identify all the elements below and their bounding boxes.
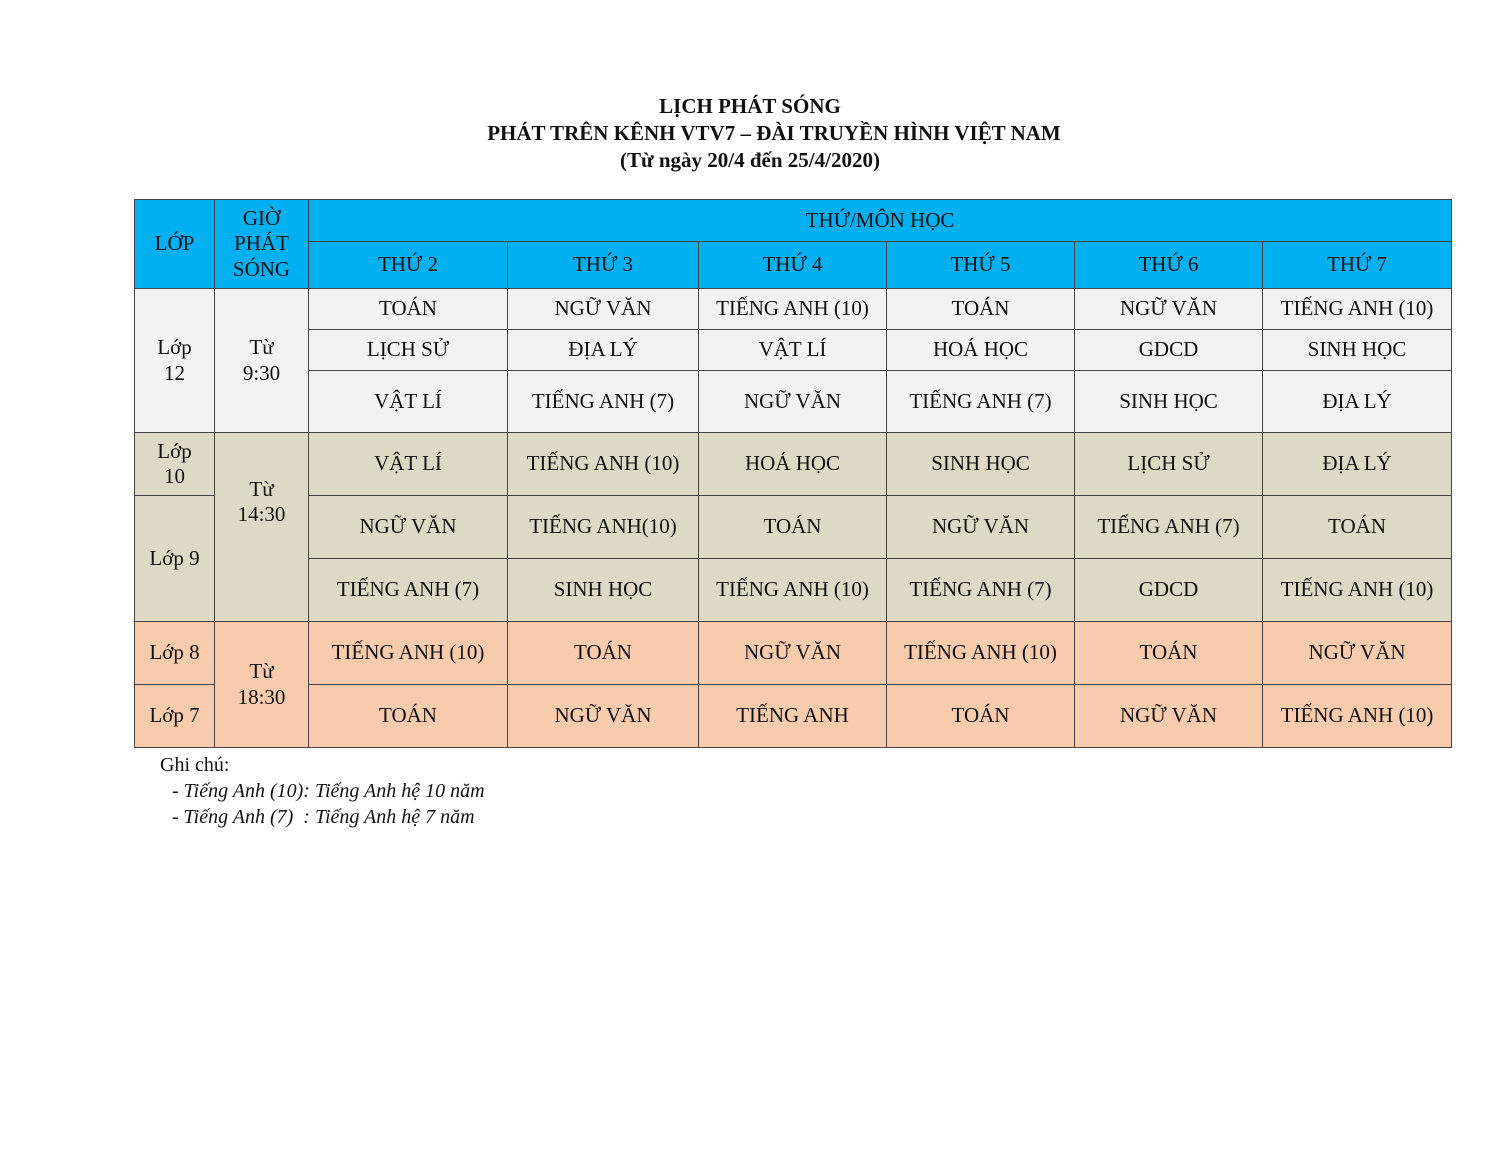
subject-cell: NGỮ VĂN (887, 496, 1075, 559)
header-day: THỨ 5 (887, 242, 1075, 289)
subject-cell: TIẾNG ANH (7) (1075, 496, 1263, 559)
date-range: (Từ ngày 20/4 đến 25/4/2020) (620, 148, 880, 172)
header-day: THỨ 2 (309, 242, 508, 289)
broadcast-time: Từ 18:30 (215, 622, 309, 748)
subject-cell: SINH HỌC (1263, 330, 1452, 371)
class-label: Lớp 10 (135, 433, 215, 496)
header-day: THỨ 7 (1263, 242, 1452, 289)
subject-cell: TIẾNG ANH (7) (309, 559, 508, 622)
schedule-row (135, 559, 1452, 622)
notes-heading: Ghi chú: (160, 754, 230, 776)
subject-cell: TIẾNG ANH (10) (1263, 289, 1452, 330)
subject-cell: GDCD (1075, 559, 1263, 622)
subject-cell: NGỮ VĂN (699, 622, 887, 685)
schedule-row (135, 330, 1452, 371)
subject-cell: LỊCH SỬ (1075, 433, 1263, 496)
schedule-row (135, 622, 1452, 685)
subject-cell: LỊCH SỬ (309, 330, 508, 371)
subject-cell: NGỮ VĂN (1075, 289, 1263, 330)
subject-cell: NGỮ VĂN (1263, 622, 1452, 685)
schedule-row (135, 496, 1452, 559)
header-gio-phat-song: GIỜ PHÁT SÓNG (215, 200, 309, 289)
channel-subtitle: PHÁT TRÊN KÊNH VTV7 – ĐÀI TRUYỀN HÌNH VIỆT NAM (487, 121, 1061, 145)
subject-cell: TIẾNG ANH (7) (508, 371, 699, 433)
class-label: Lớp 12 (135, 289, 215, 433)
schedule-title: LỊCH PHÁT SÓNG (659, 94, 841, 118)
subject-cell: TIẾNG ANH (10) (1263, 559, 1452, 622)
subject-cell: TOÁN (887, 289, 1075, 330)
subject-cell: TIẾNG ANH (10) (309, 622, 508, 685)
subject-cell: ĐỊA LÝ (508, 330, 699, 371)
subject-cell: HOÁ HỌC (699, 433, 887, 496)
subject-cell: TOÁN (508, 622, 699, 685)
subject-cell: HOÁ HỌC (887, 330, 1075, 371)
subject-cell: NGỮ VĂN (1075, 685, 1263, 748)
subject-cell: TIẾNG ANH (10) (699, 559, 887, 622)
schedule-row (135, 433, 1452, 496)
subject-cell: TOÁN (1075, 622, 1263, 685)
schedule-table (134, 199, 1452, 748)
header-day: THỨ 6 (1075, 242, 1263, 289)
subject-cell: NGỮ VĂN (508, 289, 699, 330)
subject-cell: ĐỊA LÝ (1263, 433, 1452, 496)
subject-cell: TOÁN (699, 496, 887, 559)
broadcast-time: Từ 14:30 (215, 433, 309, 622)
subject-cell: TOÁN (309, 685, 508, 748)
subject-cell: SINH HỌC (1075, 371, 1263, 433)
subject-cell: GDCD (1075, 330, 1263, 371)
notes-section (160, 752, 485, 830)
subject-cell: TOÁN (887, 685, 1075, 748)
subject-cell: NGỮ VĂN (508, 685, 699, 748)
subject-cell: VẬT LÍ (699, 330, 887, 371)
subject-cell: TIẾNG ANH (699, 685, 887, 748)
header-day: THỨ 4 (699, 242, 887, 289)
subject-cell: NGỮ VĂN (309, 496, 508, 559)
header-days-row (135, 242, 1452, 289)
subject-cell: TIẾNG ANH (10) (508, 433, 699, 496)
header-thu-mon-hoc: THỨ/MÔN HỌC (309, 200, 1452, 242)
note-line: - Tiếng Anh (10): Tiếng Anh hệ 10 năm (172, 780, 485, 802)
note-line: - Tiếng Anh (7) : Tiếng Anh hệ 7 năm (172, 806, 475, 828)
subject-cell: VẬT LÍ (309, 433, 508, 496)
subject-cell: TIẾNG ANH (10) (1263, 685, 1452, 748)
broadcast-time: Từ 9:30 (215, 289, 309, 433)
subject-cell: TIẾNG ANH (7) (887, 559, 1075, 622)
subject-cell: TIẾNG ANH(10) (508, 496, 699, 559)
header-day: THỨ 3 (508, 242, 699, 289)
class-label: Lớp 8 (135, 622, 215, 685)
schedule-row (135, 289, 1452, 330)
subject-cell: TOÁN (1263, 496, 1452, 559)
schedule-row (135, 685, 1452, 748)
schedule-row (135, 371, 1452, 433)
subject-cell: SINH HỌC (508, 559, 699, 622)
subject-cell: TIẾNG ANH (7) (887, 371, 1075, 433)
class-label: Lớp 7 (135, 685, 215, 748)
header-lop: LỚP (135, 200, 215, 289)
class-label: Lớp 9 (135, 496, 215, 622)
subject-cell: ĐỊA LÝ (1263, 371, 1452, 433)
subject-cell: NGỮ VĂN (699, 371, 887, 433)
subject-cell: TIẾNG ANH (10) (887, 622, 1075, 685)
subject-cell: TOÁN (309, 289, 508, 330)
header-row (135, 200, 1452, 242)
subject-cell: SINH HỌC (887, 433, 1075, 496)
subject-cell: TIẾNG ANH (10) (699, 289, 887, 330)
subject-cell: VẬT LÍ (309, 371, 508, 433)
